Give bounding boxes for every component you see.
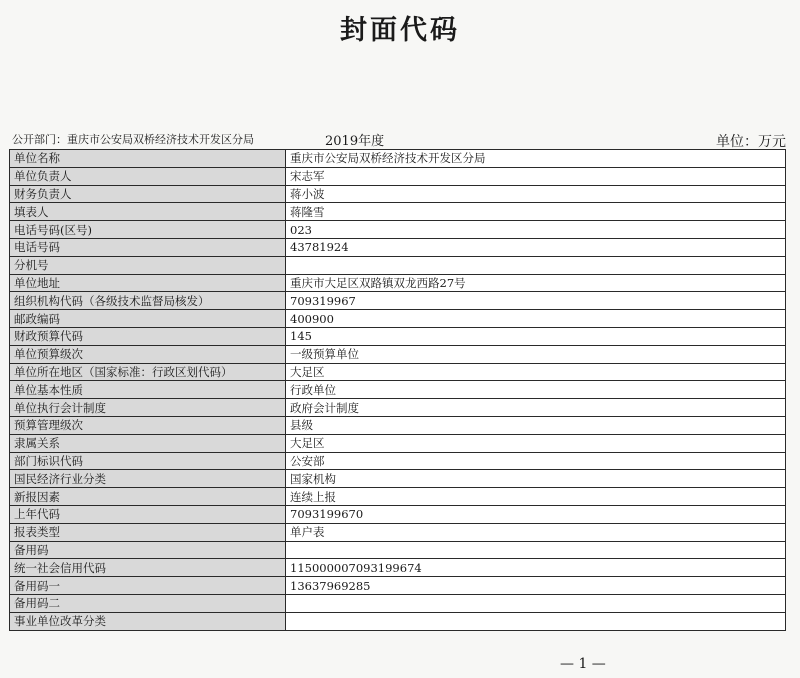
row-label: 邮政编码 — [10, 310, 286, 328]
row-label: 单位预算级次 — [10, 345, 286, 363]
row-value: 重庆市大足区双路镇双龙西路27号 — [286, 274, 786, 292]
row-label: 备用码一 — [10, 577, 286, 595]
row-value: 大足区 — [286, 363, 786, 381]
row-label: 报表类型 — [10, 523, 286, 541]
table-row — [10, 594, 786, 612]
table-row — [10, 523, 786, 541]
row-value: 大足区 — [286, 434, 786, 452]
table-row — [10, 345, 786, 363]
table-row — [10, 416, 786, 434]
table-row — [10, 327, 786, 345]
row-label: 单位名称 — [10, 150, 286, 168]
table-row — [10, 452, 786, 470]
currency-unit: 单位：万元 — [716, 134, 786, 150]
table-row — [10, 167, 786, 185]
public-department: 公开部门：重庆市公安局双桥经济技术开发区分局 — [12, 133, 254, 146]
row-label: 单位所在地区（国家标准：行政区划代码） — [10, 363, 286, 381]
fiscal-year: 2019年度 — [325, 134, 385, 149]
row-value — [286, 594, 786, 612]
row-value: 13637969285 — [286, 577, 786, 595]
row-label: 统一社会信用代码 — [10, 559, 286, 577]
row-label: 备用码 — [10, 541, 286, 559]
table-row — [10, 577, 786, 595]
row-label: 部门标识代码 — [10, 452, 286, 470]
row-label: 事业单位改革分类 — [10, 612, 286, 630]
table-row — [10, 274, 786, 292]
table-row — [10, 256, 786, 274]
row-value: 115000007093199674 — [286, 559, 786, 577]
row-value: 145 — [286, 327, 786, 345]
row-value: 蒋小波 — [286, 185, 786, 203]
cover-code-table — [9, 149, 786, 631]
row-label: 分机号 — [10, 256, 286, 274]
row-value: 国家机构 — [286, 470, 786, 488]
row-label: 单位执行会计制度 — [10, 399, 286, 417]
table-row — [10, 381, 786, 399]
table-row — [10, 505, 786, 523]
row-value — [286, 541, 786, 559]
row-label: 电话号码(区号) — [10, 221, 286, 239]
table-row — [10, 399, 786, 417]
table-row — [10, 292, 786, 310]
row-value: 709319967 — [286, 292, 786, 310]
row-label: 财政预算代码 — [10, 327, 286, 345]
row-label: 财务负责人 — [10, 185, 286, 203]
page-number: — 1 — — [560, 656, 606, 672]
row-value: 重庆市公安局双桥经济技术开发区分局 — [286, 150, 786, 168]
table-row — [10, 203, 786, 221]
row-value: 公安部 — [286, 452, 786, 470]
table-row — [10, 541, 786, 559]
table-row — [10, 470, 786, 488]
table-row — [10, 238, 786, 256]
table-row — [10, 559, 786, 577]
row-label: 上年代码 — [10, 505, 286, 523]
table-row — [10, 221, 786, 239]
row-label: 预算管理级次 — [10, 416, 286, 434]
row-value: 行政单位 — [286, 381, 786, 399]
row-value: 宋志军 — [286, 167, 786, 185]
row-label: 单位地址 — [10, 274, 286, 292]
table-row — [10, 185, 786, 203]
row-value: 连续上报 — [286, 488, 786, 506]
row-label: 国民经济行业分类 — [10, 470, 286, 488]
table-row — [10, 310, 786, 328]
row-label: 单位基本性质 — [10, 381, 286, 399]
row-label: 隶属关系 — [10, 434, 286, 452]
row-label: 备用码二 — [10, 594, 286, 612]
row-label: 新报因素 — [10, 488, 286, 506]
row-value — [286, 612, 786, 630]
table-row — [10, 150, 786, 168]
row-value: 单户表 — [286, 523, 786, 541]
table-row — [10, 488, 786, 506]
row-value: 023 — [286, 221, 786, 239]
row-value: 蒋隆雪 — [286, 203, 786, 221]
row-value — [286, 256, 786, 274]
row-value: 7093199670 — [286, 505, 786, 523]
row-label: 电话号码 — [10, 238, 286, 256]
table-row — [10, 363, 786, 381]
table-row — [10, 612, 786, 630]
row-value: 县级 — [286, 416, 786, 434]
row-label: 组织机构代码（各级技术监督局核发） — [10, 292, 286, 310]
row-value: 政府会计制度 — [286, 399, 786, 417]
row-label: 填表人 — [10, 203, 286, 221]
table-row — [10, 434, 786, 452]
row-value: 43781924 — [286, 238, 786, 256]
row-value: 一级预算单位 — [286, 345, 786, 363]
row-label: 单位负责人 — [10, 167, 286, 185]
row-value: 400900 — [286, 310, 786, 328]
page-title: 封面代码 — [340, 15, 460, 46]
